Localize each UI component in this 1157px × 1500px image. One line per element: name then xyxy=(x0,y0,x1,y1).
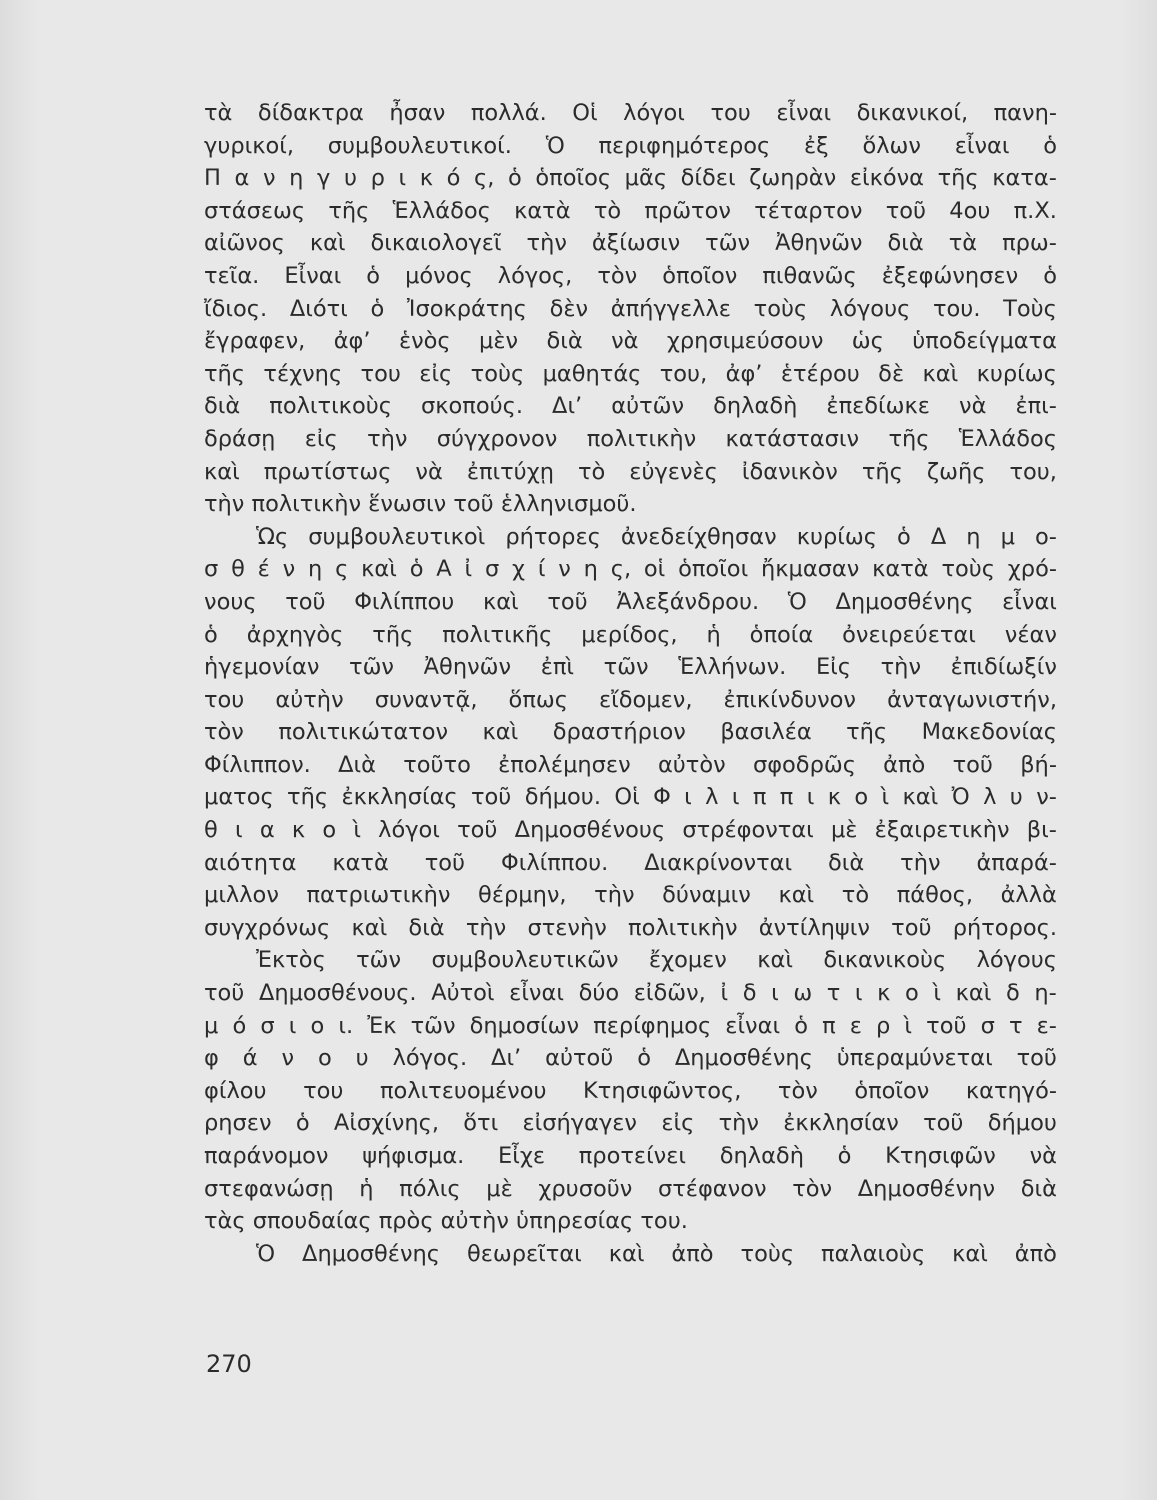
text-line: Ὡς συμβουλευτικοὶ ρήτορες ἀνεδείχθησαν κυρίως ὁ Δ η μ ο- xyxy=(256,523,1057,550)
text-line: φ ά ν ο υ λόγος. Δι’ αὐτοῦ ὁ Δημοσθένης ὑπεραμύνεται τοῦ xyxy=(204,1045,1057,1072)
text-line: δράσῃ εἰς τὴν σύγχρονον πολιτικὴν κατάστασιν τῆς Ἑλλάδος xyxy=(204,425,1057,452)
text-line: καὶ πρωτίστως νὰ ἐπιτύχῃ τὸ εὐγενὲς ἰδανικὸν τῆς ζωῆς του, xyxy=(204,458,1057,485)
text-line: ἡγεμονίαν τῶν Ἀθηνῶν ἐπὶ τῶν Ἑλλήνων. Εἰς τὴν ἐπιδίωξίν xyxy=(204,654,1057,681)
text-line: ὁ ἀρχηγὸς τῆς πολιτικῆς μερίδος, ἡ ὁποία ὀνειρεύεται νέαν xyxy=(204,621,1057,648)
text-line: τῆς τέχνης του εἰς τοὺς μαθητάς του, ἀφ’ ἑτέρου δὲ καὶ κυρίως xyxy=(204,360,1057,387)
text-line: ἴδιος. Διότι ὁ Ἰσοκράτης δὲν ἀπήγγελλε τοὺς λόγους του. Τοὺς xyxy=(204,295,1057,322)
text-line: τὸν πολιτικώτατον καὶ δραστήριον βασιλέα τῆς Μακεδονίας xyxy=(204,719,1057,746)
text-line: αἰῶνος καὶ δικαιολογεῖ τὴν ἀξίωσιν τῶν Ἀθηνῶν διὰ τὰ πρω- xyxy=(204,230,1057,257)
text-line: τεῖα. Εἶναι ὁ μόνος λόγος, τὸν ὁποῖον πιθανῶς ἐξεφώνησεν ὁ xyxy=(204,262,1057,289)
text-line: Ὁ Δημοσθένης θεωρεῖται καὶ ἀπὸ τοὺς παλαιοὺς καὶ ἀπὸ xyxy=(256,1240,1057,1267)
text-line: ρησεν ὁ Αἰσχίνης, ὅτι εἰσήγαγεν εἰς τὴν ἐκκλησίαν τοῦ δήμου xyxy=(204,1110,1057,1137)
body-text xyxy=(204,97,1057,1270)
text-line: Ἐκτὸς τῶν συμβουλευτικῶν ἔχομεν καὶ δικανικοὺς λόγους xyxy=(256,947,1057,974)
text-line: στεφανώσῃ ἡ πόλις μὲ χρυσοῦν στέφανον τὸν Δημοσθένην διὰ xyxy=(204,1175,1057,1202)
text-line: διὰ πολιτικοὺς σκοπούς. Δι’ αὐτῶν δηλαδὴ ἐπεδίωκε νὰ ἐπι- xyxy=(204,393,1057,420)
text-line: φίλου του πολιτευομένου Κτησιφῶντος, τὸν ὁποῖον κατηγό- xyxy=(204,1077,1057,1104)
text-line: σ θ έ ν η ς καὶ ὁ Α ἰ σ χ ί ν η ς, οἱ ὁποῖοι ἤκμασαν κατὰ τοὺς χρό- xyxy=(204,556,1057,583)
text-line: αιότητα κατὰ τοῦ Φιλίππου. Διακρίνονται διὰ τὴν ἀπαρά- xyxy=(204,849,1057,876)
page-number: 270 xyxy=(206,1350,252,1378)
text-line: Π α ν η γ υ ρ ι κ ό ς, ὁ ὁποῖος μᾶς δίδει ζωηρὰν εἰκόνα τῆς κατα- xyxy=(204,165,1057,192)
text-line: ματος τῆς ἐκκλησίας τοῦ δήμου. Οἱ Φ ι λ ι π π ι κ ο ὶ καὶ Ὀ λ υ ν- xyxy=(204,784,1057,811)
text-line: θ ι α κ ο ὶ λόγοι τοῦ Δημοσθένους στρέφονται μὲ ἐξαιρετικὴν βι- xyxy=(204,817,1057,844)
text-line: τοῦ Δημοσθένους. Αὐτοὶ εἶναι δύο εἰδῶν, ἰ δ ι ω τ ι κ ο ὶ καὶ δ η- xyxy=(204,980,1057,1007)
text-line: μ ό σ ι ο ι. Ἐκ τῶν δημοσίων περίφημος εἶναι ὁ π ε ρ ὶ τοῦ σ τ ε- xyxy=(204,1012,1057,1039)
text-line: μιλλον πατριωτικὴν θέρμην, τὴν δύναμιν καὶ τὸ πάθος, ἀλλὰ xyxy=(204,882,1057,909)
text-line: παράνομον ψήφισμα. Εἶχε προτείνει δηλαδὴ ὁ Κτησιφῶν νὰ xyxy=(204,1143,1057,1169)
text-line: τὰ δίδακτρα ἦσαν πολλά. Οἱ λόγοι του εἶναι δικανικοί, πανη- xyxy=(204,100,1057,126)
text-line: στάσεως τῆς Ἑλλάδος κατὰ τὸ πρῶτον τέταρτον τοῦ 4ου π.Χ. xyxy=(204,197,1057,224)
text-line: νους τοῦ Φιλίππου καὶ τοῦ Ἀλεξάνδρου. Ὁ Δημοσθένης εἶναι xyxy=(204,588,1057,615)
text-line: ἔγραφεν, ἀφ’ ἑνὸς μὲν διὰ νὰ χρησιμεύσουν ὡς ὑποδείγματα xyxy=(204,328,1057,355)
text-line: Φίλιππον. Διὰ τοῦτο ἐπολέμησεν αὐτὸν σφοδρῶς ἀπὸ τοῦ βή- xyxy=(204,751,1057,778)
text-line: γυρικοί, συμβουλευτικοί. Ὁ περιφημότερος ἐξ ὅλων εἶναι ὁ xyxy=(204,132,1057,159)
text-line: του αὐτὴν συναντᾷ, ὅπως εἴδομεν, ἐπικίνδυνον ἀνταγωνιστήν, xyxy=(204,686,1057,713)
text-line: τὴν πολιτικὴν ἕνωσιν τοῦ ἑλληνισμοῦ. xyxy=(204,491,637,518)
text-line: τὰς σπουδαίας πρὸς αὐτὴν ὑπηρεσίας του. xyxy=(204,1208,688,1235)
text-line: συγχρόνως καὶ διὰ τὴν στενὴν πολιτικὴν ἀντίληψιν τοῦ ρήτορος. xyxy=(204,914,1057,941)
